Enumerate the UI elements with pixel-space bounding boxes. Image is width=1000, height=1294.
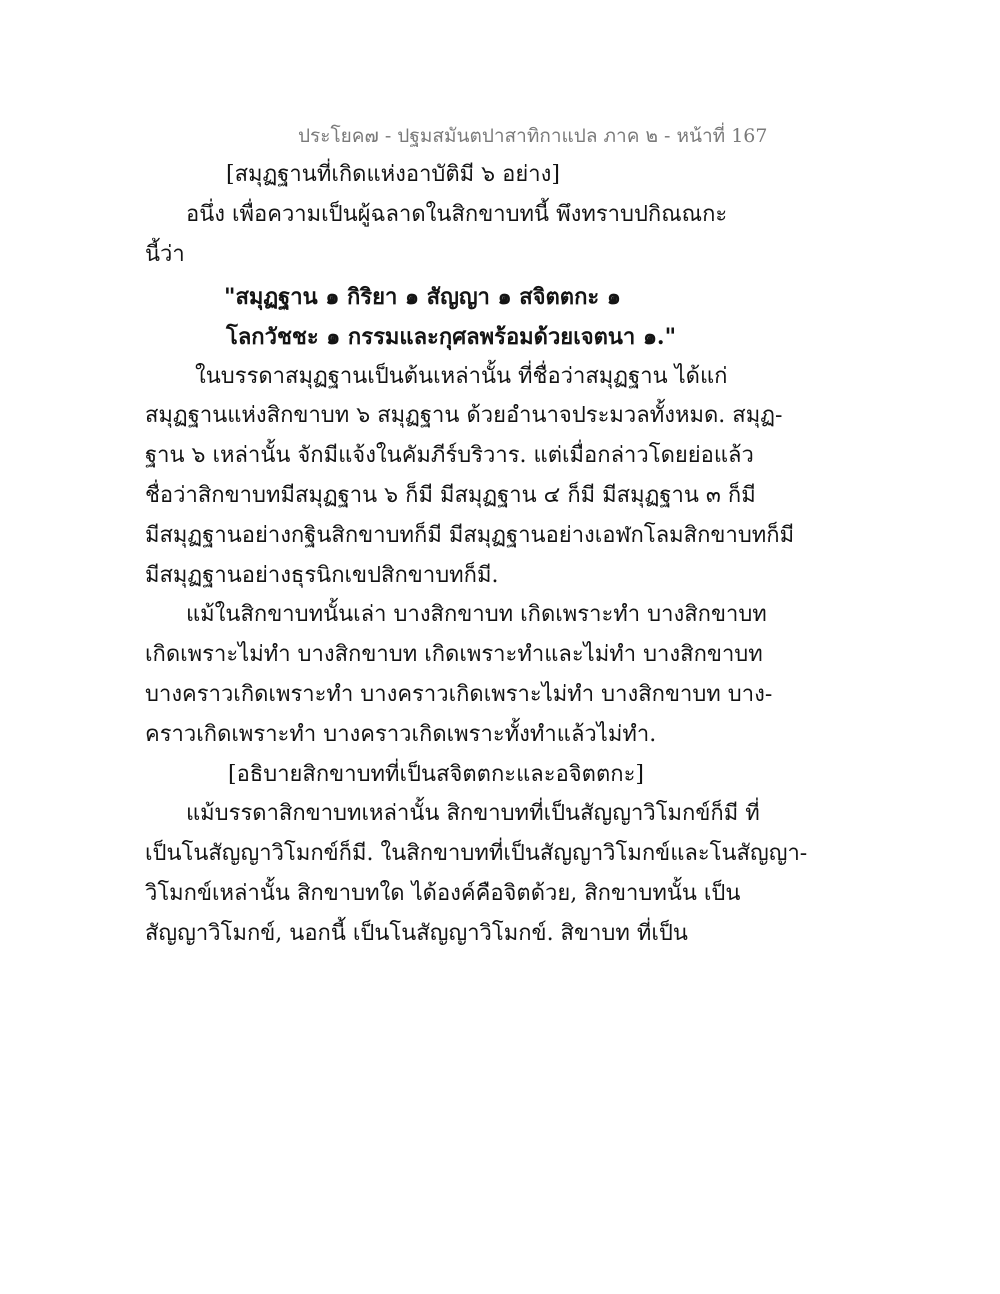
intro-line-2: นี้ว่า	[145, 242, 185, 267]
para1-line-5: มีสมุฏฐานอย่างกฐินสิกขาบทก็มี มีสมุฏฐานอย่างเอฬกโลมสิกขาบทก็มี	[145, 523, 795, 548]
para1-line-6: มีสมุฏฐานอย่างธุรนิกเขปสิกขาบทก็มี.	[145, 563, 499, 588]
para3-line-3: วิโมกข์เหล่านั้น สิกขาบทใด ได้องค์คือจิตด้วย, สิกขาบทนั้น เป็น	[145, 881, 741, 906]
verse-line-2: โลกวัชชะ ๑ กรรมและกุศลพร้อมด้วยเจตนา ๑."	[226, 324, 677, 350]
para2-line-2: เกิดเพราะไม่ทำ บางสิกขาบท เกิดเพราะทำและไม่ทำ บางสิกขาบท	[145, 642, 763, 667]
para1-line-2: สมุฏฐานแห่งสิกขาบท ๖ สมุฏฐาน ด้วยอำนาจประมวลทั้งหมด. สมุฏ-	[145, 403, 783, 428]
para2-line-3: บางคราวเกิดเพราะทำ บางคราวเกิดเพราะไม่ทำ บางสิกขาบท บาง-	[145, 682, 773, 707]
verse-line-1: "สมุฏฐาน ๑ กิริยา ๑ สัญญา ๑ สจิตตกะ ๑	[224, 284, 621, 310]
para2-line-1: แม้ในสิกขาบทนั้นเล่า บางสิกขาบท เกิดเพราะทำ บางสิกขาบท	[186, 602, 767, 627]
section-heading-samutthana: [สมุฏฐานที่เกิดแห่งอาบัติมี ๖ อย่าง]	[226, 162, 560, 187]
para2-line-4: คราวเกิดเพราะทำ บางคราวเกิดเพราะทั้งทำแล้วไม่ทำ.	[145, 722, 657, 747]
para1-line-4: ชื่อว่าสิกขาบทมีสมุฏฐาน ๖ ก็มี มีสมุฏฐาน ๔ ก็มี มีสมุฏฐาน ๓ ก็มี	[145, 483, 756, 508]
section-heading-sacittaka: [อธิบายสิกขาบทที่เป็นสจิตตกะและอจิตตกะ]	[228, 762, 644, 787]
para1-line-3: ฐาน ๖ เหล่านั้น จักมีแจ้งในคัมภีร์บริวาร. แต่เมื่อกล่าวโดยย่อแล้ว	[145, 443, 754, 468]
intro-line-1: อนึ่ง เพื่อความเป็นผู้ฉลาดในสิกขาบทนี้ พึงทราบปกิณณกะ	[186, 202, 728, 227]
para3-line-2: เป็นโนสัญญาวิโมกข์ก็มี. ในสิกขาบทที่เป็นสัญญาวิโมกข์และโนสัญญา-	[145, 841, 808, 866]
para3-line-1: แม้บรรดาสิกขาบทเหล่านั้น สิกขาบทที่เป็นสัญญาวิโมกข์ก็มี ที่	[186, 801, 760, 826]
running-header: ประโยค๗ - ปฐมสมันตปาสาทิกาแปล ภาค ๒ - หน้าที่ 167	[298, 125, 768, 147]
para1-line-1: ในบรรดาสมุฏฐานเป็นต้นเหล่านั้น ที่ชื่อว่าสมุฏฐาน ได้แก่	[195, 364, 728, 389]
para3-line-4: สัญญาวิโมกข์, นอกนี้ เป็นโนสัญญาวิโมกข์. สิขาบท ที่เป็น	[145, 921, 688, 946]
